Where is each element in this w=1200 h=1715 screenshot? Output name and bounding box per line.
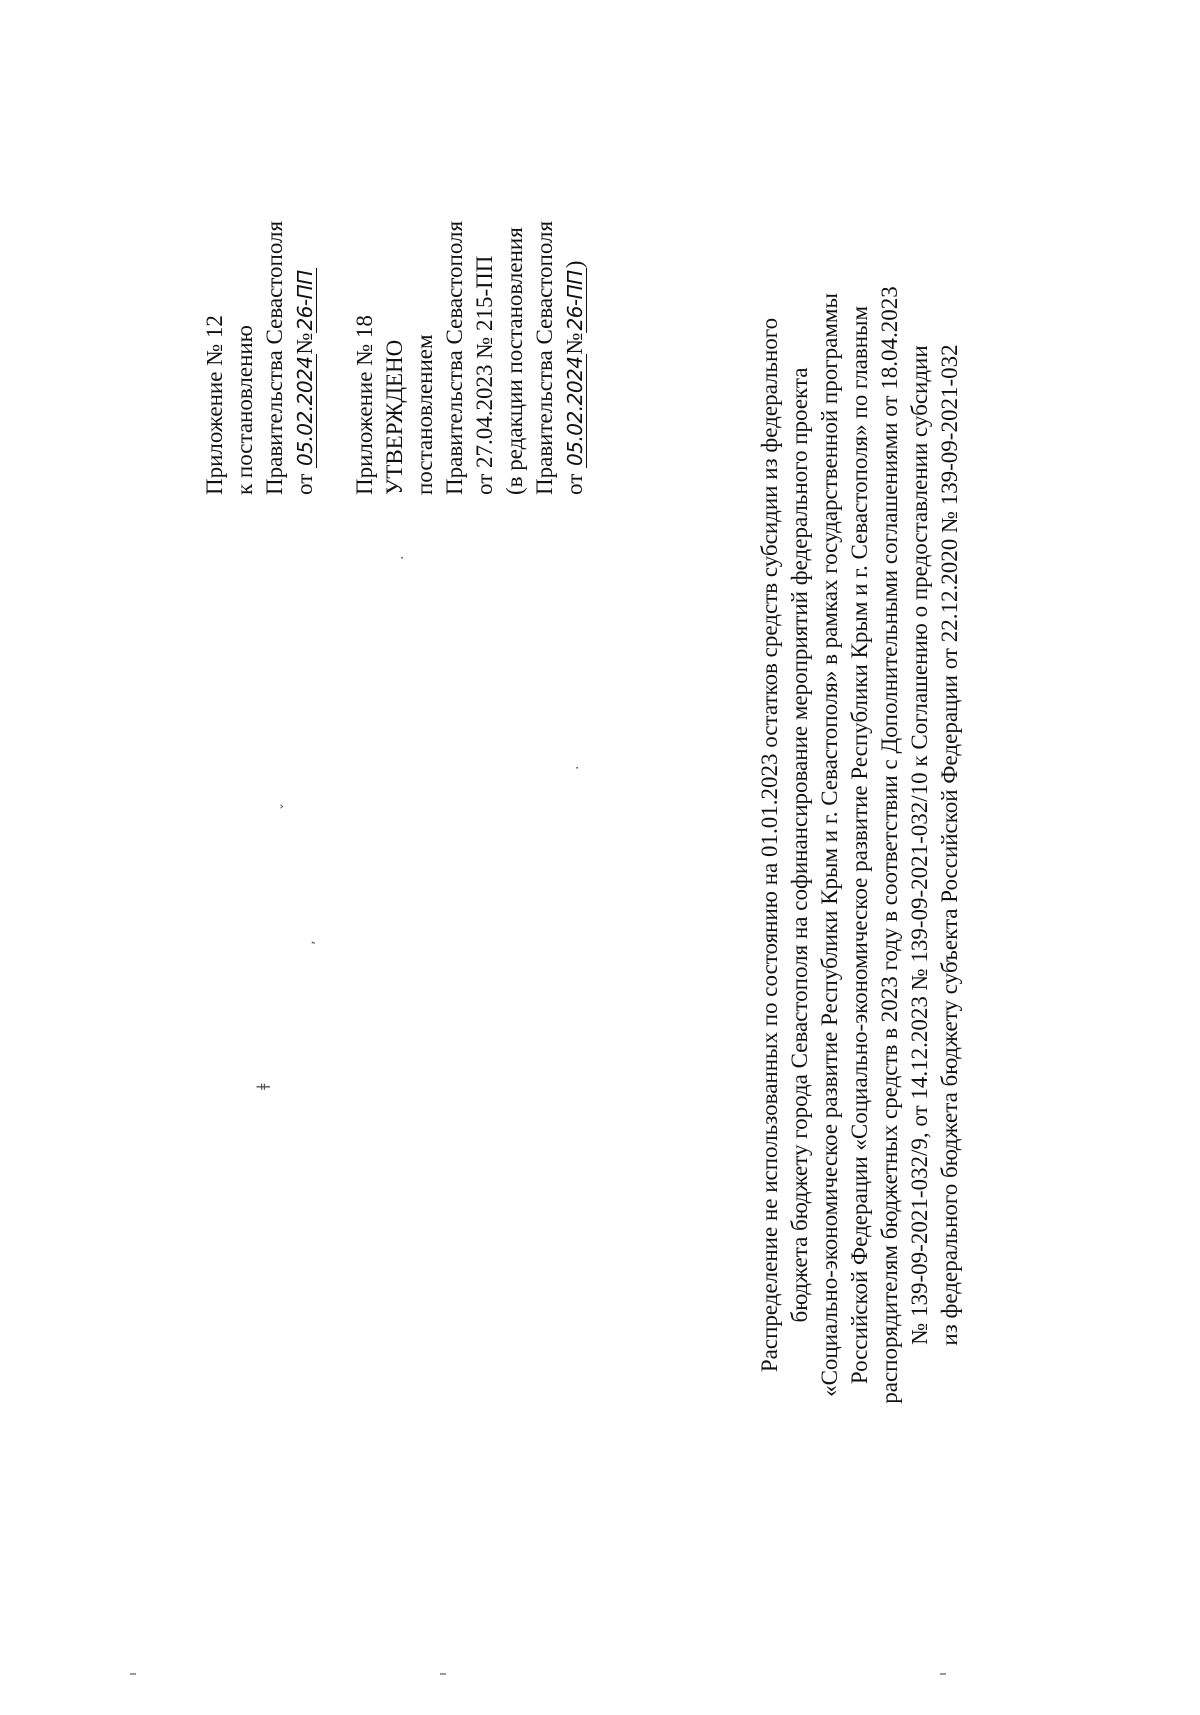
scan-speck: ǂ [255, 1083, 271, 1090]
appendix-12-to-resolution: к постановлению [232, 325, 257, 495]
header-spacer [320, 75, 350, 495]
title-line: № 139-09-2021-032/9, от 14.12.2023 № 139-09-2021-032/10 к Соглашению о предоставлении субсидии [907, 345, 932, 1345]
appendix-18-original-date: от 27.04.2023 № 215-ПП [472, 255, 497, 495]
appendix-18-from-prefix: от [562, 473, 587, 495]
appendix-18-by-resolution: постановлением [412, 334, 437, 495]
appendix-18-closing-paren: ) [562, 260, 587, 269]
scan-edge-mark [130, 1673, 136, 1675]
appendix-12-government: Правительства Севастополя [262, 220, 287, 495]
appendix-18-government: Правительства Севастополя [442, 220, 467, 495]
scan-edge-mark [940, 1673, 946, 1675]
scan-edge-mark [440, 1673, 446, 1675]
appendix-18-revision-government: Правительства Севастополя [532, 220, 557, 495]
appendix-12-handwritten-number: 26-ПП [293, 270, 317, 331]
scan-speck: · [395, 555, 411, 560]
title-line: «Социально-экономическое развитие Республики Крым и г. Севастополя» в рамках государственной программы [817, 293, 842, 1397]
appendix-18-number-sign: № [562, 332, 587, 355]
appendix-12-date-line [290, 75, 320, 495]
appendix-18-handwritten-date: 05.02.2024 [563, 356, 587, 466]
appendix-12-title: Приложение № 12 [202, 315, 227, 495]
appendix-18-revision-note: (в редакции постановления [502, 227, 527, 495]
title-line: из федерального бюджета бюджету субъекта Российской Федерации от 22.12.2020 № 139-09-2021-032 [937, 344, 962, 1346]
appendix-header [200, 75, 590, 495]
scan-speck: ˇ [280, 803, 296, 810]
appendix-12-handwritten-date: 05.02.2024 [293, 356, 317, 466]
appendix-18-approved: УТВЕРЖДЕНО [382, 339, 407, 495]
appendix-18-date-line [560, 75, 590, 495]
scan-speck: · [570, 765, 586, 770]
title-line: Распределение не использованных по состоянию на 01.01.2023 остатков средств субсидии из федерального [757, 317, 782, 1373]
scan-speck: ʼ [310, 940, 326, 945]
appendix-18-handwritten-number: 26-ПП [563, 270, 587, 331]
title-line: распорядителям бюджетных средств в 2023 году в соответствии с Дополнительными соглашениями от 18.04.2023 [877, 286, 902, 1404]
title-line: бюджета бюджету города Севастополя на софинансирование мероприятий федерального проекта [787, 367, 812, 1323]
document-title [755, 175, 965, 1515]
appendix-18-title: Приложение № 18 [352, 315, 377, 495]
appendix-12-number-sign: № [292, 332, 317, 355]
appendix-12-from-prefix: от [292, 473, 317, 495]
title-line: Российской Федерации «Социально-экономическое развитие Республики Крым и г. Севастополя» по главным [847, 305, 872, 1385]
